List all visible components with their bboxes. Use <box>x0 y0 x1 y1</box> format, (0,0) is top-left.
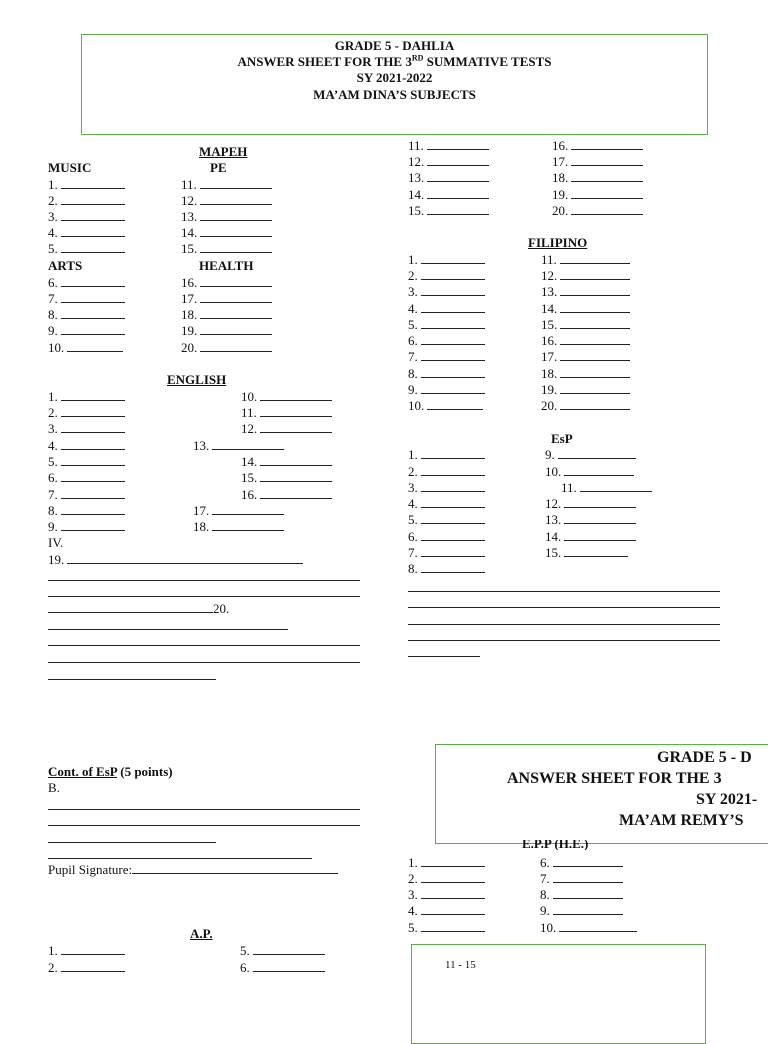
epp-title: E.P.P (H.E.) <box>522 840 589 850</box>
answer-line <box>48 809 360 810</box>
answer-line <box>408 607 720 608</box>
english-item: 8. <box>48 503 125 519</box>
epp-item: 3. <box>408 887 485 903</box>
cont-esp-part-b: B. <box>48 780 60 795</box>
mapeh-cont-item: 18. <box>552 170 643 186</box>
mapeh-cont-item: 20. <box>552 203 643 219</box>
mapeh-cont-item: 19. <box>552 187 643 203</box>
english-item: 17. <box>193 503 284 519</box>
filipino-item: 19. <box>541 382 630 398</box>
mapeh-item: 19. <box>181 323 272 339</box>
answer-line <box>48 679 216 680</box>
esp-item: 6. <box>408 529 485 545</box>
esp-title: EsP <box>551 431 573 446</box>
mapeh-item: 17. <box>181 291 272 307</box>
mapeh-cont-item: 13. <box>408 170 489 186</box>
english-part-iv: IV. <box>48 535 64 550</box>
filipino-item: 11. <box>541 252 630 268</box>
filipino-item: 9. <box>408 382 485 398</box>
mapeh-item: 5. <box>48 241 125 257</box>
answer-line <box>48 645 360 646</box>
esp-item: 2. <box>408 464 485 480</box>
answer-box-label: 11 - 15 <box>445 959 476 971</box>
esp-item: 11. <box>561 480 652 496</box>
mapeh-item: 18. <box>181 307 272 323</box>
mapeh-item: 11. <box>181 177 272 193</box>
answer-line <box>48 662 360 663</box>
header-subjects: MA’AM DINA’S SUBJECTS <box>313 87 476 102</box>
english-item: 2. <box>48 405 125 421</box>
english-item: 12. <box>241 421 332 437</box>
pe-label: PE <box>210 160 227 175</box>
answer-line <box>48 858 312 859</box>
english-item: 7. <box>48 487 125 503</box>
english-item-20: 20. <box>48 601 229 617</box>
answer-line <box>408 591 720 592</box>
mapeh-item: 10. <box>48 340 123 356</box>
esp-item: 8. <box>408 561 485 577</box>
header2-grade: GRADE 5 - D <box>657 749 752 766</box>
mapeh-cont-item: 12. <box>408 154 489 170</box>
esp-item: 12. <box>545 496 636 512</box>
health-label: HEALTH <box>199 258 254 273</box>
epp-item: 4. <box>408 903 485 919</box>
answer-line <box>48 629 288 630</box>
esp-item: 7. <box>408 545 485 561</box>
arts-label: ARTS <box>48 258 83 273</box>
mapeh-item: 2. <box>48 193 125 209</box>
epp-item: 1. <box>408 855 485 871</box>
filipino-item: 2. <box>408 268 485 284</box>
filipino-item: 12. <box>541 268 630 284</box>
english-item: 13. <box>193 438 284 454</box>
music-label: MUSIC <box>48 160 92 175</box>
mapeh-cont-item: 14. <box>408 187 489 203</box>
mapeh-cont-item: 17. <box>552 154 643 170</box>
english-item: 5. <box>48 454 125 470</box>
mapeh-item: 1. <box>48 177 125 193</box>
epp-item: 6. <box>540 855 623 871</box>
mapeh-title: MAPEH <box>199 144 248 159</box>
ap-title: A.P. <box>190 926 213 941</box>
esp-item: 13. <box>545 512 636 528</box>
cont-esp-title: Cont. of EsP (5 points) <box>48 764 173 779</box>
english-item: 6. <box>48 470 125 486</box>
english-item: 9. <box>48 519 125 535</box>
header2-subjects: MA’AM REMY’S <box>619 812 744 829</box>
filipino-item: 5. <box>408 317 485 333</box>
ap-item: 5. <box>240 943 325 959</box>
esp-item: 9. <box>545 447 636 463</box>
english-item: 18. <box>193 519 284 535</box>
esp-item: 5. <box>408 512 485 528</box>
mapeh-item: 15. <box>181 241 272 257</box>
ap-item: 2. <box>48 960 125 976</box>
filipino-item: 20. <box>541 398 630 414</box>
mapeh-item: 20. <box>181 340 272 356</box>
filipino-title: FILIPINO <box>528 235 588 250</box>
pupil-signature: Pupil Signature: <box>48 862 338 878</box>
english-item: 1. <box>48 389 125 405</box>
mapeh-item: 12. <box>181 193 272 209</box>
mapeh-cont-item: 16. <box>552 138 643 154</box>
mapeh-item: 3. <box>48 209 125 225</box>
filipino-item: 14. <box>541 301 630 317</box>
filipino-item: 17. <box>541 349 630 365</box>
answer-line <box>48 580 360 581</box>
epp-item: 5. <box>408 920 485 936</box>
english-item: 15. <box>241 470 332 486</box>
epp-item: 7. <box>540 871 623 887</box>
filipino-item: 6. <box>408 333 485 349</box>
mapeh-item: 6. <box>48 275 125 291</box>
ap-item: 1. <box>48 943 125 959</box>
header2-sy: SY 2021- <box>696 791 758 808</box>
answer-line <box>48 596 360 597</box>
filipino-item: 3. <box>408 284 485 300</box>
filipino-item: 8. <box>408 366 485 382</box>
english-item: 4. <box>48 438 125 454</box>
answer-line <box>48 842 216 843</box>
header2-answer-sheet: ANSWER SHEET FOR THE 3 <box>507 770 722 787</box>
english-item: 16. <box>241 487 332 503</box>
answer-line <box>48 825 360 826</box>
header-sy: SY 2021-2022 <box>356 70 433 85</box>
filipino-item: 16. <box>541 333 630 349</box>
filipino-item: 18. <box>541 366 630 382</box>
english-title: ENGLISH <box>167 372 227 387</box>
answer-line <box>408 640 720 641</box>
epp-item: 10. <box>540 920 637 936</box>
header-answer-sheet: ANSWER SHEET FOR THE 3RD SUMMATIVE TESTS <box>237 53 552 69</box>
epp-item: 8. <box>540 887 623 903</box>
english-item: 10. <box>241 389 332 405</box>
filipino-item: 15. <box>541 317 630 333</box>
mapeh-item: 9. <box>48 323 125 339</box>
epp-item: 2. <box>408 871 485 887</box>
mapeh-item: 8. <box>48 307 125 323</box>
answer-line <box>408 656 480 657</box>
esp-item: 15. <box>545 545 628 561</box>
mapeh-item: 4. <box>48 225 125 241</box>
esp-item: 1. <box>408 447 485 463</box>
header-grade: GRADE 5 - DAHLIA <box>334 38 455 53</box>
esp-item: 3. <box>408 480 485 496</box>
answer-line <box>408 624 720 625</box>
mapeh-item: 7. <box>48 291 125 307</box>
esp-item: 4. <box>408 496 485 512</box>
mapeh-item: 16. <box>181 275 272 291</box>
mapeh-item: 13. <box>181 209 272 225</box>
english-item-19: 19. <box>48 552 303 568</box>
english-item: 11. <box>241 405 332 421</box>
filipino-item: 10. <box>408 398 483 414</box>
ap-item: 6. <box>240 960 325 976</box>
filipino-item: 4. <box>408 301 485 317</box>
esp-item: 10. <box>545 464 634 480</box>
filipino-item: 7. <box>408 349 485 365</box>
mapeh-cont-item: 15. <box>408 203 489 219</box>
english-item: 14. <box>241 454 332 470</box>
mapeh-cont-item: 11. <box>408 138 489 154</box>
mapeh-item: 14. <box>181 225 272 241</box>
filipino-item: 13. <box>541 284 630 300</box>
english-item: 3. <box>48 421 125 437</box>
esp-item: 14. <box>545 529 636 545</box>
filipino-item: 1. <box>408 252 485 268</box>
epp-item: 9. <box>540 903 623 919</box>
